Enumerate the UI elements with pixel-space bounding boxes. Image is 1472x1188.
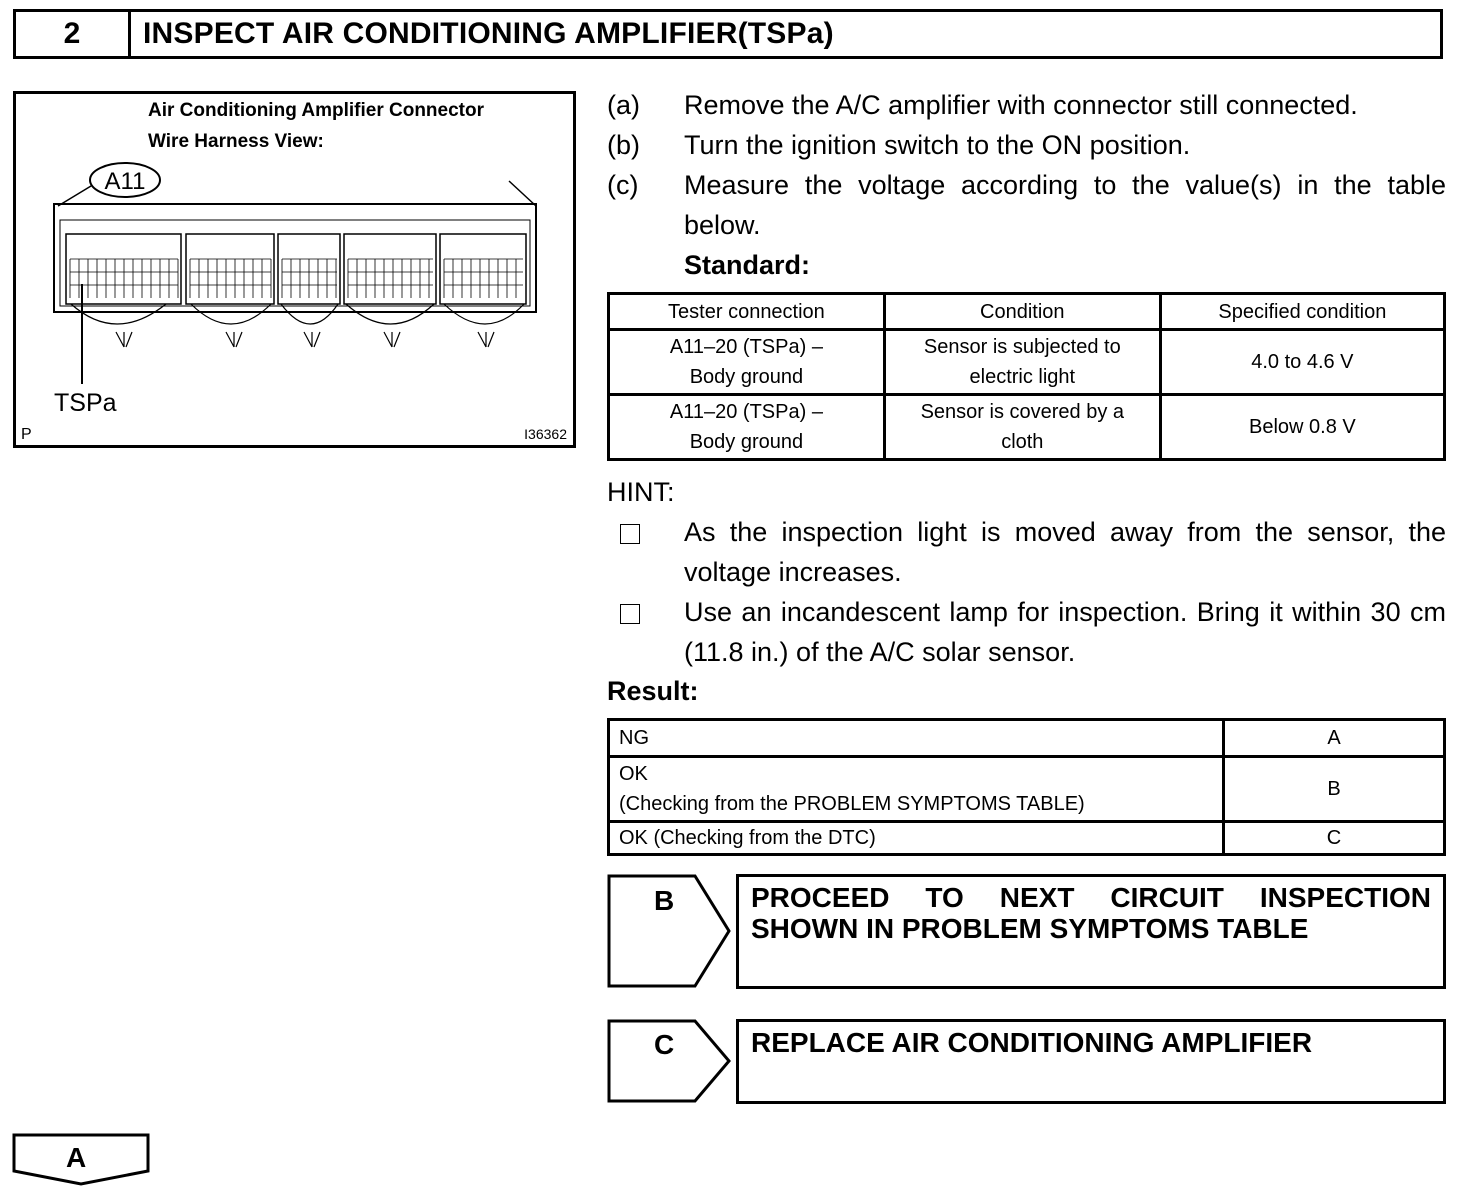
result-cell: NG bbox=[609, 720, 1224, 757]
step-text: Remove the A/C amplifier with connector still connected. bbox=[684, 90, 1358, 120]
header-cell: Specified condition bbox=[1160, 294, 1444, 330]
checkbox-bullet-icon bbox=[620, 524, 640, 544]
spec-cell: Below 0.8 V bbox=[1160, 395, 1444, 460]
code-cell: C bbox=[1224, 822, 1445, 855]
cell-line: Body ground bbox=[689, 431, 804, 453]
connection-cell bbox=[609, 330, 885, 395]
standard-label-text: Standard: bbox=[684, 250, 811, 280]
checkbox-bullet-icon bbox=[620, 604, 640, 624]
connector-id-label: A11 bbox=[104, 168, 146, 195]
cell-line: Sensor is subjected to bbox=[923, 336, 1121, 358]
outcome-c-tag: C bbox=[654, 1029, 675, 1060]
connector-housing-inner bbox=[60, 220, 530, 306]
pin-label: TSPa bbox=[54, 389, 117, 417]
result-cell bbox=[609, 757, 1224, 822]
cell-line: electric light bbox=[969, 366, 1076, 388]
cell-line: cloth bbox=[1001, 431, 1044, 453]
figure-title-line1: Air Conditioning Amplifier Connector bbox=[148, 100, 484, 121]
result-cell: OK (Checking from the DTC) bbox=[609, 822, 1224, 855]
table-row bbox=[609, 822, 1445, 855]
pin-grid bbox=[70, 259, 523, 285]
table-row bbox=[609, 720, 1445, 757]
step-label: (a) bbox=[607, 90, 640, 120]
table-row bbox=[609, 330, 1445, 395]
step-number: 2 bbox=[16, 12, 131, 56]
condition-cell bbox=[884, 330, 1160, 395]
cell-line: A11–20 (TSPa) – bbox=[669, 336, 823, 358]
step-title: INSPECT AIR CONDITIONING AMPLIFIER(TSPa) bbox=[143, 17, 834, 50]
code-cell: A bbox=[1224, 720, 1445, 757]
step-text: Measure the voltage according to the value(s) in the table below. bbox=[684, 170, 1446, 240]
hint-text: As the inspection light is moved away from the sensor, the voltage increases. bbox=[684, 517, 1446, 587]
header-cell: Condition bbox=[884, 294, 1160, 330]
connection-cell bbox=[609, 395, 885, 460]
connector-figure bbox=[13, 91, 576, 448]
cell-line: OK bbox=[619, 763, 648, 785]
figure-title-line2: Wire Harness View: bbox=[148, 131, 324, 152]
cell-line: Sensor is covered by a bbox=[920, 401, 1125, 423]
spec-cell: 4.0 to 4.6 V bbox=[1160, 330, 1444, 395]
cell-line: Body ground bbox=[689, 366, 804, 388]
next-step-tag: A bbox=[66, 1142, 87, 1173]
outcome-b-tag: B bbox=[654, 885, 675, 916]
figure-code: I36362 bbox=[524, 426, 567, 442]
result-table bbox=[607, 718, 1446, 856]
step-header bbox=[13, 9, 1443, 59]
table-row bbox=[609, 757, 1445, 822]
outcome-c-box: REPLACE AIR CONDITIONING AMPLIFIER bbox=[736, 1019, 1446, 1104]
cell-line: (Checking from the PROBLEM SYMPTOMS TABLE) bbox=[619, 793, 1085, 815]
outcome-b-box: PROCEED TO NEXT CIRCUIT INSPECTION SHOWN IN PROBLEM SYMPTOMS TABLE bbox=[736, 874, 1446, 989]
table-row bbox=[609, 395, 1445, 460]
cell-line: A11–20 (TSPa) – bbox=[669, 401, 823, 423]
hint-text: Use an incandescent lamp for inspection. Bring it within 30 cm (11.8 in.) of the A/C solar sensor. bbox=[684, 597, 1446, 667]
connector-blocks bbox=[66, 234, 526, 304]
callout-leader-right bbox=[509, 181, 536, 206]
code-cell: B bbox=[1224, 757, 1445, 822]
step-text: Turn the ignition switch to the ON position. bbox=[684, 130, 1191, 160]
wire-bundles bbox=[71, 304, 524, 347]
step-label: (b) bbox=[607, 130, 640, 160]
standard-table bbox=[607, 292, 1446, 461]
step-label: (c) bbox=[607, 170, 639, 200]
header-cell: Tester connection bbox=[609, 294, 885, 330]
condition-cell bbox=[884, 395, 1160, 460]
hint-label: HINT: bbox=[607, 477, 675, 507]
table-header-row bbox=[609, 294, 1445, 330]
pin-columns bbox=[70, 259, 516, 298]
corner-label: P bbox=[21, 426, 32, 443]
result-label: Result: bbox=[607, 676, 699, 706]
